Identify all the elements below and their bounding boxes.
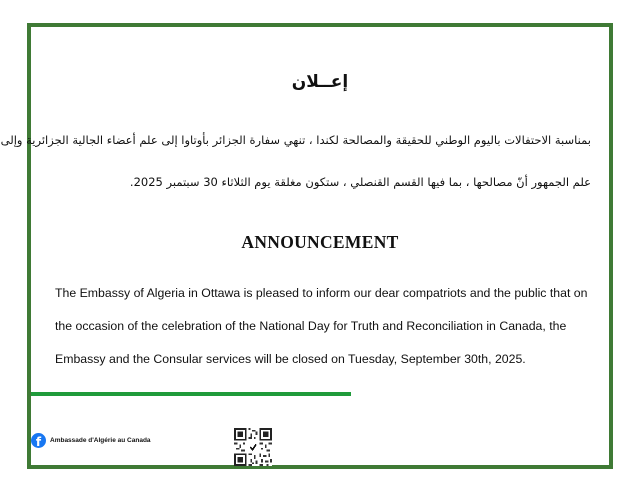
arabic-title: إعــلان: [291, 72, 349, 92]
facebook-icon: f: [31, 433, 46, 448]
arabic-paragraph: [0, 119, 591, 203]
english-paragraph: [55, 277, 599, 376]
qr-code-icon[interactable]: [234, 428, 272, 466]
arabic-line: بمناسبة الاحتفالات باليوم الوطني للحقيقة والمصالحة لكندا ، تنهي سفارة الجزائر بأوتاوا إلى علم أعضاء الجالية الجزائرية وإلى: [0, 133, 591, 147]
green-divider: [31, 392, 351, 396]
english-title: ANNOUNCEMENT: [241, 232, 399, 252]
english-line: Embassy and the Consular services will be closed on Tuesday, September 30th, 2025.: [55, 352, 526, 366]
arabic-line: علم الجمهور أنّ مصالحها ، بما فيها القسم القنصلي ، ستكون مغلقة يوم الثلاثاء 30 سبتمبر 2025.: [129, 175, 591, 189]
english-line: the occasion of the celebration of the National Day for Truth and Reconciliation in Canada, the: [55, 319, 567, 333]
english-line: The Embassy of Algeria in Ottawa is pleased to inform our dear compatriots and the public that on: [55, 286, 588, 300]
facebook-link[interactable]: [31, 433, 151, 448]
facebook-label: Ambassade d'Algérie au Canada: [50, 437, 151, 444]
announcement-frame: [0, 23, 613, 469]
